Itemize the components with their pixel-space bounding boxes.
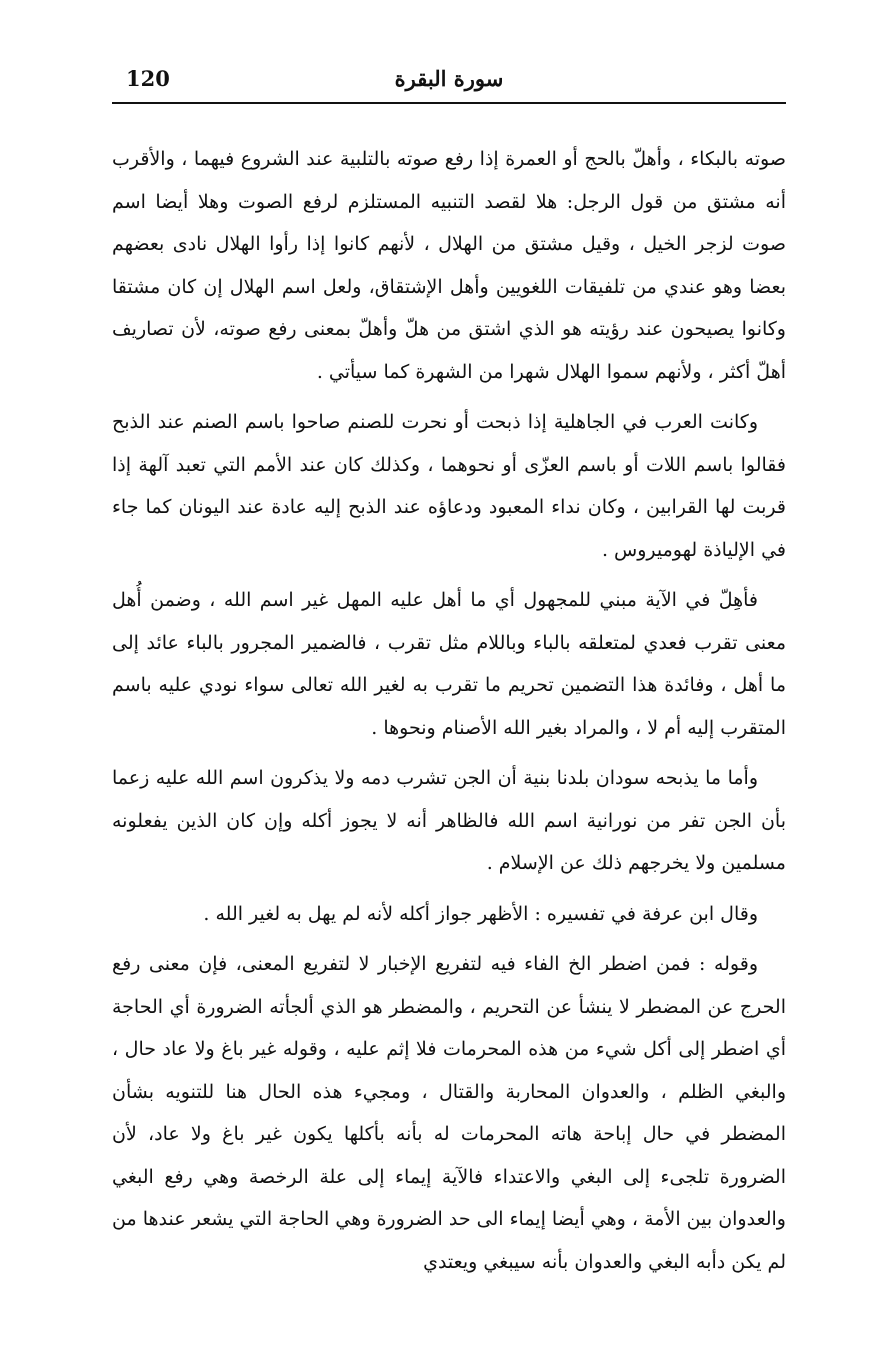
page-header [112,60,786,104]
page-number: 120 [126,66,170,91]
paragraph: وقوله : فمن اضطر الخ الفاء فيه لتفريع الإخبار لا لتفريع المعنى، فإن معنى رفع الحرج عن المضطر لا ينشأ عن التحريم ، والمضطر هو الذي ألجأته الضرورة أي الحاجة أي اضطر إلى أكل شيء من هذه المحرمات فلا إثم عليه ، وقوله غير باغ ولا عاد حال ، والبغي الظلم ، والعدوان المحاربة والقتال ، ومجيء هذه الحال هنا للتنويه بشأن المضطر في حال إباحة هاته المحرمات له بأنه بأكلها يكون غير باغ ولا عاد، لأن الضرورة تلجىء إلى البغي والاعتداء فالآية إيماء إلى علة الرخصة وهي رفع البغي والعدوان بين الأمة ، وهي أيضا إيماء الى حد الضرورة وهي الحاجة التي يشعر عندها من لم يكن دأبه البغي والعدوان بأنه سيبغي ويعتدي [112,953,786,1273]
paragraph: وأما ما يذبحه سودان بلدنا بنية أن الجن تشرب دمه ولا يذكرون اسم الله عليه زعما بأن الجن تفر من نورانية اسم الله فالظاهر أنه لا يجوز أكله وإن كان الذين يفعلونه مسلمين ولا يخرجهم ذلك عن الإسلام . [112,767,786,874]
paragraph: وكانت العرب في الجاهلية إذا ذبحت أو نحرت للصنم صاحوا باسم الصنم عند الذبح فقالوا باسم اللات أو باسم العزّى أو نحوهما ، وكذلك كان عند الأمم التي تعبد آلهة إذا قربت لها القرابين ، وكان نداء المعبود ودعاؤه عند الذبح إليه عادة عند اليونان كما جاء في الإلياذة لهوميروس . [112,411,786,561]
paragraph: صوته بالبكاء ، وأهلّ بالحج أو العمرة إذا رفع صوته بالتلبية عند الشروع فيهما ، والأقرب أنه مشتق من قول الرجل: هلا لقصد التنبيه المستلزم لرفع الصوت وهلا أيضا اسم صوت لزجر الخيل ، وقيل مشتق من الهلال ، لأنهم كانوا إذا رأوا الهلال نادى بعضهم بعضا وهو عندي من تلفيقات اللغويين وأهل الإشتقاق، ولعل اسم الهلال إن كان مشتقا وكانوا يصيحون عند رؤيته هو الذي اشتق من هلّ وأهلّ بمعنى رفع صوته، لأن تصاريف أهلّ أكثر ، ولأنهم سموا الهلال شهرا من الشهرة كما سيأتي . [112,148,786,383]
surah-title: سورة البقرة [394,66,504,91]
paragraph: فأهِلّ في الآية مبني للمجهول أي ما أهل عليه المهل غير اسم الله ، وضمن أُهل معنى تقرب فعدي لمتعلقه بالباء وباللام مثل تقرب ، فالضمير المجرور بالباء عائد إلى ما أهل ، وفائدة هذا التضمين تحريم ما تقرب به لغير الله تعالى سواء نودي عليه باسم المتقرب إليه أم لا ، والمراد بغير الله الأصنام ونحوها . [112,589,786,739]
body-text [112,138,786,1291]
paragraph: وقال ابن عرفة في تفسيره : الأظهر جواز أكله لأنه لم يهل به لغير الله . [203,902,758,925]
